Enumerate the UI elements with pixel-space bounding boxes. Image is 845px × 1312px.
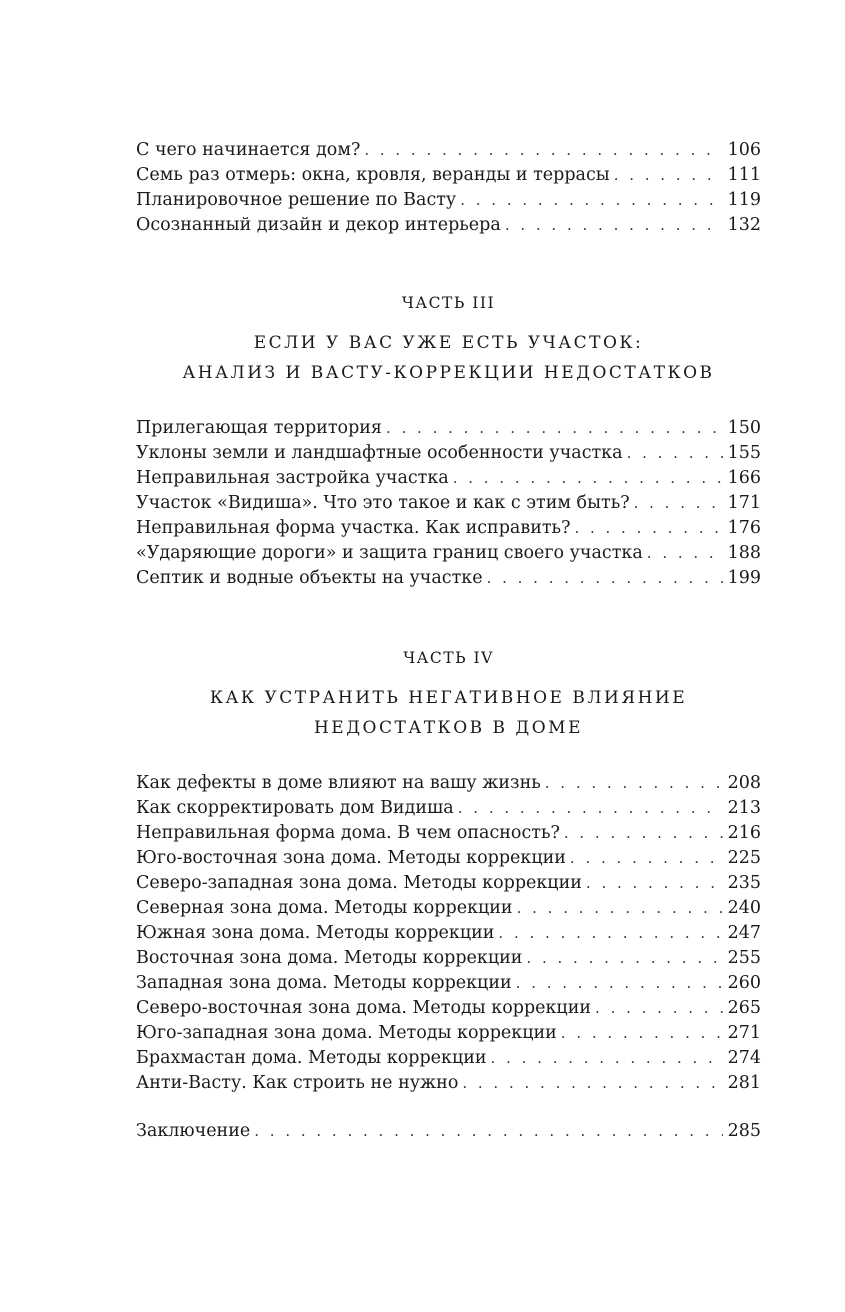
dot-leader xyxy=(505,213,723,238)
toc-entry-page: 171 xyxy=(727,493,761,513)
dot-leader xyxy=(517,896,723,921)
dot-leader xyxy=(462,1071,723,1096)
toc-entry xyxy=(136,821,761,846)
toc-entry-page: 213 xyxy=(727,798,761,818)
toc-entry xyxy=(136,771,761,796)
toc-entry-page: 240 xyxy=(727,898,761,918)
dot-leader xyxy=(516,971,723,996)
part-heading xyxy=(136,647,761,743)
toc-entry xyxy=(136,1046,761,1071)
toc-entry xyxy=(136,163,761,188)
toc-entry-page: 255 xyxy=(727,948,761,968)
dot-leader xyxy=(460,188,723,213)
dot-leader xyxy=(491,1046,723,1071)
toc-entry xyxy=(136,566,761,591)
toc-entry xyxy=(136,846,761,871)
toc-list-top xyxy=(136,138,761,238)
toc-entry xyxy=(136,213,761,238)
toc-entry-page: 111 xyxy=(727,165,761,185)
dot-leader xyxy=(564,821,723,846)
toc-entry-title: Северо-западная зона дома. Методы коррекции xyxy=(136,873,582,893)
toc-entry xyxy=(136,516,761,541)
toc-entry xyxy=(136,1021,761,1046)
toc-entry-title: Неправильная форма дома. В чем опасность? xyxy=(136,823,560,843)
toc-entry xyxy=(136,971,761,996)
table-of-contents xyxy=(136,138,761,1144)
dot-leader xyxy=(586,871,723,896)
part-label: ЧАСТЬ III xyxy=(401,294,496,312)
toc-entry-page: 119 xyxy=(727,190,761,210)
toc-entry xyxy=(136,188,761,213)
toc-list-part-3 xyxy=(136,416,761,591)
toc-entry-page: 216 xyxy=(727,823,761,843)
part-title-line: КАК УСТРАНИТЬ НЕГАТИВНОЕ ВЛИЯНИЕ xyxy=(209,688,688,708)
toc-entry-page: 208 xyxy=(727,773,761,793)
toc-entry-page: 265 xyxy=(727,998,761,1018)
part-title-line: ЕСЛИ У ВАС УЖЕ ЕСТЬ УЧАСТОК: xyxy=(253,333,644,353)
part-title-line: АНАЛИЗ И ВАСТУ-КОРРЕКЦИИ НЕДОСТАТКОВ xyxy=(182,363,715,383)
toc-entry-title: Как дефекты в доме влияют на вашу жизнь xyxy=(136,773,541,793)
toc-entry-title: Южная зона дома. Методы коррекции xyxy=(136,923,495,943)
toc-entry xyxy=(136,138,761,163)
toc-entry-page: 132 xyxy=(727,215,761,235)
toc-entry-title: Анти-Васту. Как строить не нужно xyxy=(136,1073,459,1093)
toc-entry-title: Юго-западная зона дома. Методы коррекции xyxy=(136,1023,557,1043)
dot-leader xyxy=(627,441,723,466)
toc-entry-page: 285 xyxy=(727,1121,761,1141)
toc-entry-title: Участок «Видиша». Что это такое и как с этим быть? xyxy=(136,493,630,513)
dot-leader xyxy=(386,416,723,441)
toc-entry xyxy=(136,1071,761,1096)
toc-entry-title: Юго-восточная зона дома. Методы коррекции xyxy=(136,848,566,868)
toc-entry-page: 260 xyxy=(727,973,761,993)
dot-leader xyxy=(498,921,723,946)
toc-entry xyxy=(136,441,761,466)
toc-entry xyxy=(136,796,761,821)
toc-entry-page: 199 xyxy=(727,568,761,588)
toc-entry-title: Восточная зона дома. Методы коррекции xyxy=(136,948,523,968)
toc-entry-title: Брахмастан дома. Методы коррекции xyxy=(136,1048,487,1068)
toc-entry-title: «Ударяющие дороги» и защита границ своего участка xyxy=(136,543,643,563)
toc-entry-title: Уклоны земли и ландшафтные особенности участка xyxy=(136,443,623,463)
toc-entry-title: Неправильная форма участка. Как исправить? xyxy=(136,518,571,538)
toc-entry xyxy=(136,541,761,566)
toc-entry xyxy=(136,946,761,971)
dot-leader xyxy=(487,566,723,591)
toc-entry-title: Неправильная застройка участка xyxy=(136,468,449,488)
toc-entry-page: 281 xyxy=(727,1073,761,1093)
dot-leader xyxy=(595,996,723,1021)
toc-entry xyxy=(136,491,761,516)
toc-entry-page: 271 xyxy=(727,1023,761,1043)
toc-entry xyxy=(136,896,761,921)
dot-leader xyxy=(364,138,723,163)
toc-entry-title: Планировочное решение по Васту xyxy=(136,190,457,210)
toc-entry xyxy=(136,871,761,896)
toc-entry-page: 274 xyxy=(727,1048,761,1068)
toc-entry-page: 225 xyxy=(727,848,761,868)
toc-entry xyxy=(136,466,761,491)
toc-entry-page: 166 xyxy=(727,468,761,488)
toc-entry-page: 188 xyxy=(727,543,761,563)
toc-entry-page: 176 xyxy=(727,518,761,538)
toc-entry-title: Заключение xyxy=(136,1121,251,1141)
toc-entry xyxy=(136,416,761,441)
toc-entry-title: Септик и водные объекты на участке xyxy=(136,568,483,588)
dot-leader xyxy=(574,516,723,541)
dot-leader xyxy=(254,1119,723,1144)
dot-leader xyxy=(458,796,723,821)
toc-entry xyxy=(136,996,761,1021)
toc-entry-page: 247 xyxy=(727,923,761,943)
dot-leader xyxy=(647,541,723,566)
dot-leader xyxy=(561,1021,723,1046)
toc-entry xyxy=(136,921,761,946)
toc-entry-page: 150 xyxy=(727,418,761,438)
toc-list-part-4 xyxy=(136,771,761,1096)
toc-list-conclusion xyxy=(136,1119,761,1144)
toc-entry-title: Семь раз отмерь: окна, кровля, веранды и террасы xyxy=(136,165,610,185)
dot-leader xyxy=(634,491,723,516)
toc-entry-title: Западная зона дома. Методы коррекции xyxy=(136,973,512,993)
toc-entry-title: Прилегающая территория xyxy=(136,418,382,438)
toc-entry-title: Осознанный дизайн и декор интерьера xyxy=(136,215,501,235)
toc-entry-page: 235 xyxy=(727,873,761,893)
dot-leader xyxy=(453,466,723,491)
dot-leader xyxy=(526,946,723,971)
dot-leader xyxy=(545,771,723,796)
toc-entry-title: Как скорректировать дом Видиша xyxy=(136,798,454,818)
toc-entry-title: Северо-восточная зона дома. Методы коррекции xyxy=(136,998,592,1018)
part-heading xyxy=(136,292,761,388)
toc-entry-title: С чего начинается дом? xyxy=(136,140,361,160)
toc-entry-page: 155 xyxy=(727,443,761,463)
part-title-line: НЕДОСТАТКОВ В ДОМЕ xyxy=(313,718,583,738)
dot-leader xyxy=(570,846,723,871)
part-label: ЧАСТЬ IV xyxy=(403,649,494,667)
dot-leader xyxy=(614,163,723,188)
toc-entry xyxy=(136,1119,761,1144)
toc-entry-page: 106 xyxy=(727,140,761,160)
toc-entry-title: Северная зона дома. Методы коррекции xyxy=(136,898,513,918)
